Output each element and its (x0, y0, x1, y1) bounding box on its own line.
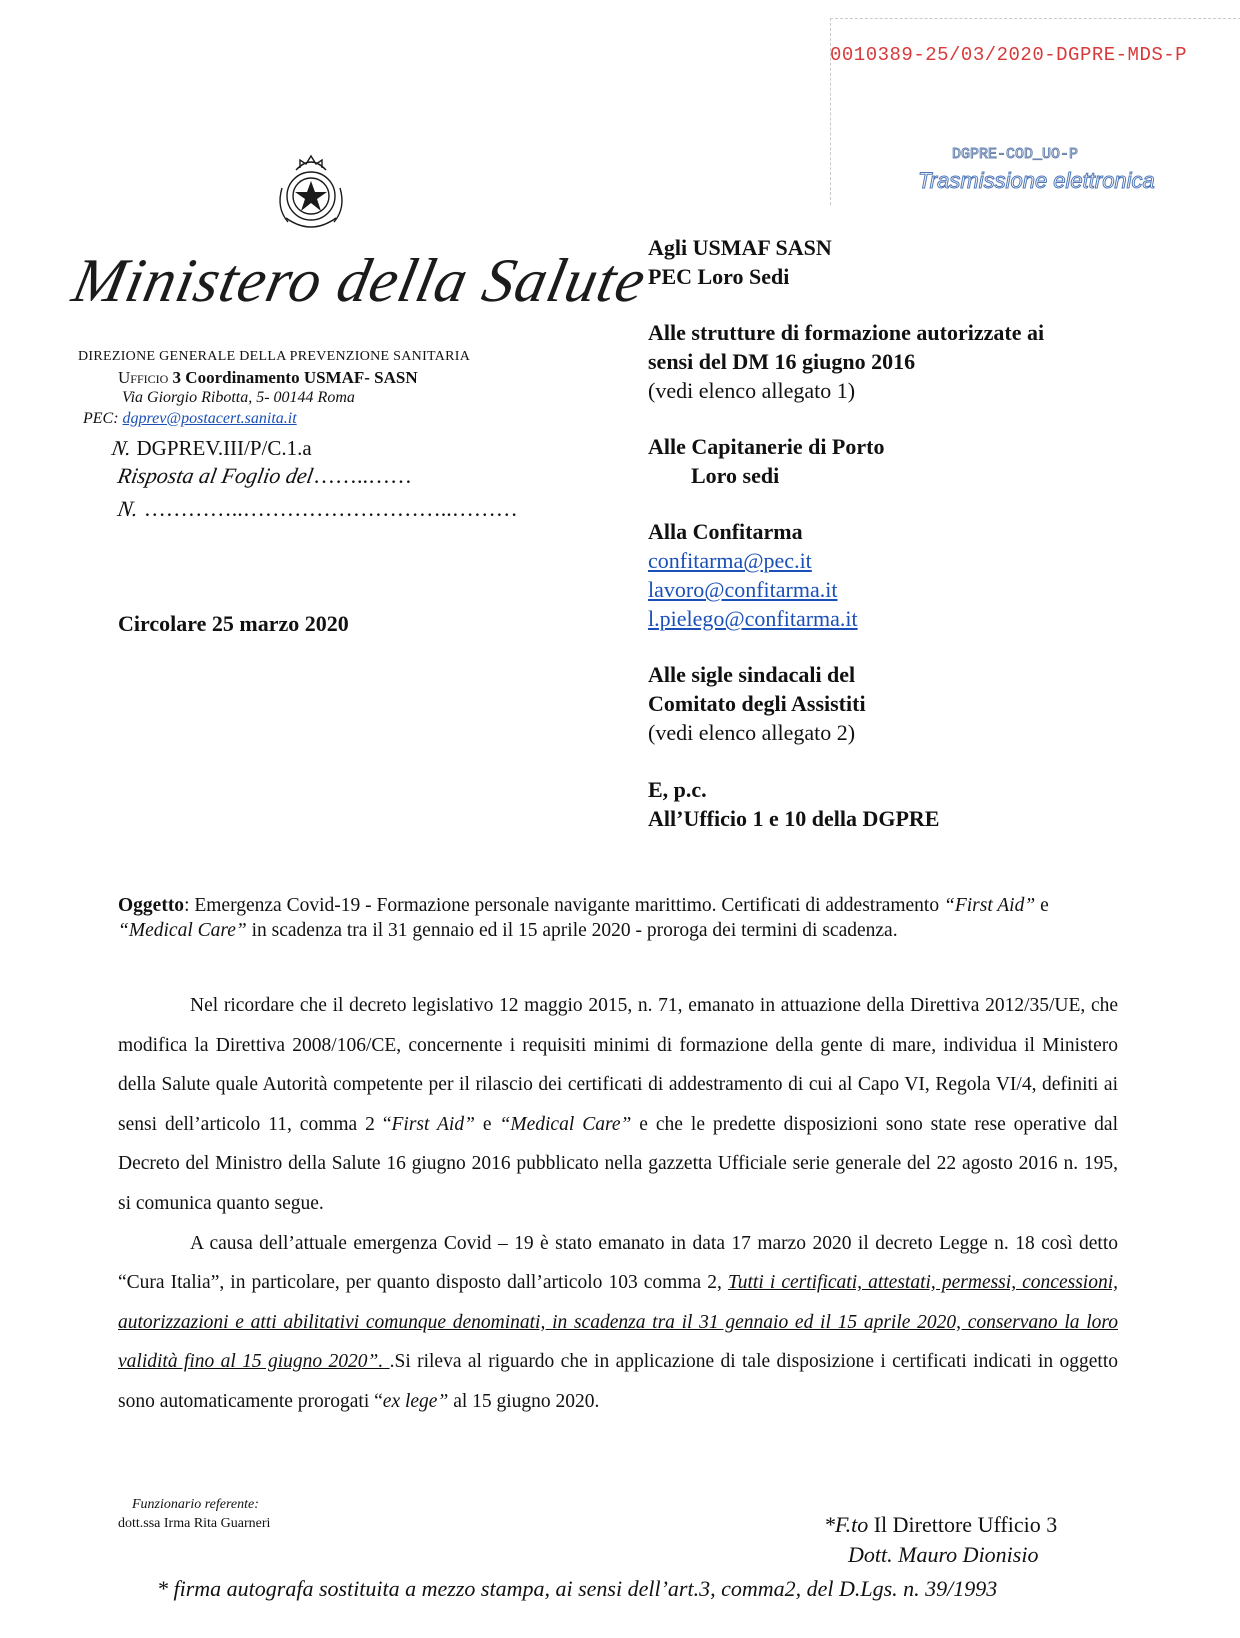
official-name: dott.ssa Irma Rita Guarneri (118, 1516, 271, 1531)
directorate: DIREZIONE GENERALE DELLA PREVENZIONE SANITARIA (78, 349, 471, 364)
recipient-line: Alla Confitarma (648, 519, 803, 544)
stamp-code: DGPRE-COD_UO-P (952, 146, 1079, 163)
subject-text: in scadenza tra il 31 gennaio ed il 15 aprile 2020 - proroga dei termini di scadenza. (246, 920, 898, 941)
pec-email-link[interactable]: dgprev@postacert.sanita.it (122, 410, 297, 427)
stamp-transmission: Trasmissione elettronica (918, 168, 1155, 193)
recipient-line: sensi del DM 16 giugno 2016 (648, 349, 916, 374)
subject-text: : Emergenza Covid-19 - Formazione personale navigante marittimo. Certificati di addestramento (184, 895, 944, 916)
recipient-line: Alle sigle sindacali del (648, 662, 856, 687)
reply-number-line (115, 496, 518, 522)
ex-lege-term: ex lege” (382, 1390, 449, 1412)
recipient-line: All’Ufficio 1 e 10 della DGPRE (648, 806, 940, 831)
recipient-line: Agli USMAF SASN (648, 235, 832, 260)
recipient-line: PEC Loro Sedi (648, 264, 790, 289)
paragraph (118, 986, 1118, 1224)
paragraph (118, 1224, 1118, 1422)
signature-role: Il Direttore Ufficio 3 (868, 1512, 1058, 1537)
recipient-line: (vedi elenco allegato 1) (648, 378, 856, 403)
paragraph-text: Nel ricordare che il decreto legislativo 12 maggio 2015, n. 71, emanato in attuazione della Direttiva 2012/35/UE, che modifica la Direttiva 2008/106/CE, concernente i requisiti minimi di formazione della gente di mare, individua il Ministero della Salute quale Autorità competente per il rilascio dei certificati di addestramento di cui al Capo VI, Regola VI/4, definiti ai sensi dell’articolo 11, comma 2 “ (118, 995, 1118, 1135)
recipient-ports (648, 432, 884, 490)
subject-first-aid: “First Aid” (943, 895, 1036, 916)
signature-prefix: *F.to (824, 1512, 869, 1537)
medical-care-term: “Medical Care” (499, 1113, 632, 1135)
subject (118, 893, 1128, 943)
recipient-line: Loro sedi (691, 463, 780, 488)
recipient-usmaf (648, 233, 832, 291)
n2-dots: …………..………………………..……… (143, 496, 518, 521)
ministry-title: Ministero della Salute (66, 247, 653, 315)
office-name: 3 Coordinamento USMAF- SASN (168, 368, 418, 387)
circular-title: Circolare 25 marzo 2020 (118, 611, 349, 636)
reference-number (109, 436, 312, 461)
subject-text: e (1035, 895, 1049, 916)
confitarma-email-link[interactable]: confitarma@pec.it (648, 548, 812, 573)
recipient-line: Alle strutture di formazione autorizzate ai (648, 320, 1045, 345)
recipient-line: (vedi elenco allegato 2) (648, 720, 856, 745)
law-quote: Tutti i certificati, attestati, permessi, concessioni, autorizzazioni e atti abilitativi comunque denominati, in scadenza tra il 31 gennaio ed il 15 aprile 2020, conservano la loro validità fino al 15 giugno 2020”. (118, 1272, 1118, 1373)
paragraph-text: A causa dell’attuale emergenza Covid – 19 è stato emanato in data 17 marzo 2020 il decreto Legge n. 18 così detto “Cura Italia”, in particolare, per quanto disposto dall’articolo 103 comma 2, (118, 1232, 1118, 1294)
letter-body (118, 986, 1118, 1422)
reply-dots: ……..…… (312, 463, 412, 488)
recipient-line: Comitato degli Assistiti (648, 691, 866, 716)
paragraph-text: e che le predette disposizioni sono state rese operative dal Decreto del Ministro della Salute 16 giugno 2016 pubblicato nella gazzetta Ufficiale serie generale del 22 agosto 2016 n. 195, si comunica quanto segue. (118, 1113, 1119, 1214)
pec-line (83, 410, 297, 428)
signature-name: Dott. Mauro Dionisio (848, 1542, 1039, 1567)
paragraph-text: e (474, 1113, 500, 1135)
paragraph-text: .Si rileva al riguardo che in applicazione di tale disposizione i certificati indicati in oggetto sono automaticamente prorogati “ (118, 1351, 1118, 1412)
n2-label: N. (115, 496, 141, 521)
recipient-unions (648, 660, 866, 747)
recipient-training (648, 318, 1044, 405)
recipient-cc (648, 775, 939, 833)
office-prefix: Ufficio (118, 368, 169, 387)
office-line (118, 368, 418, 388)
confitarma-email-link[interactable]: l.pielego@confitarma.it (648, 606, 858, 631)
paragraph-text: al 15 giugno 2020. (448, 1390, 600, 1412)
n-value: DGPREV.III/P/C.1.a (136, 436, 312, 460)
confitarma-email-link[interactable]: lavoro@confitarma.it (648, 577, 838, 602)
recipient-line: E, p.c. (648, 777, 707, 802)
protocol-number: 0010389-25/03/2020-DGPRE-MDS-P (830, 44, 1188, 66)
reply-line (115, 463, 412, 489)
signature-title (824, 1512, 1057, 1538)
official-label: Funzionario referente: (132, 1497, 259, 1512)
recipient-confitarma (648, 517, 858, 633)
n-label: N. (109, 436, 134, 460)
italian-emblem-icon (266, 148, 356, 238)
reply-label: Risposta al Foglio del (115, 463, 316, 488)
subject-medical-care: “Medical Care” (118, 920, 247, 941)
office-address: Via Giorgio Ribotta, 5- 00144 Roma (122, 389, 355, 406)
recipient-line: Alle Capitanerie di Porto (648, 434, 885, 459)
first-aid-term: First Aid” (391, 1113, 475, 1135)
pec-label: PEC: (83, 410, 123, 427)
signature-footnote: * firma autografa sostituita a mezzo stampa, ai sensi dell’art.3, comma2, del D.Lgs. n. 39/1993 (157, 1576, 998, 1601)
subject-label: Oggetto (118, 895, 185, 916)
